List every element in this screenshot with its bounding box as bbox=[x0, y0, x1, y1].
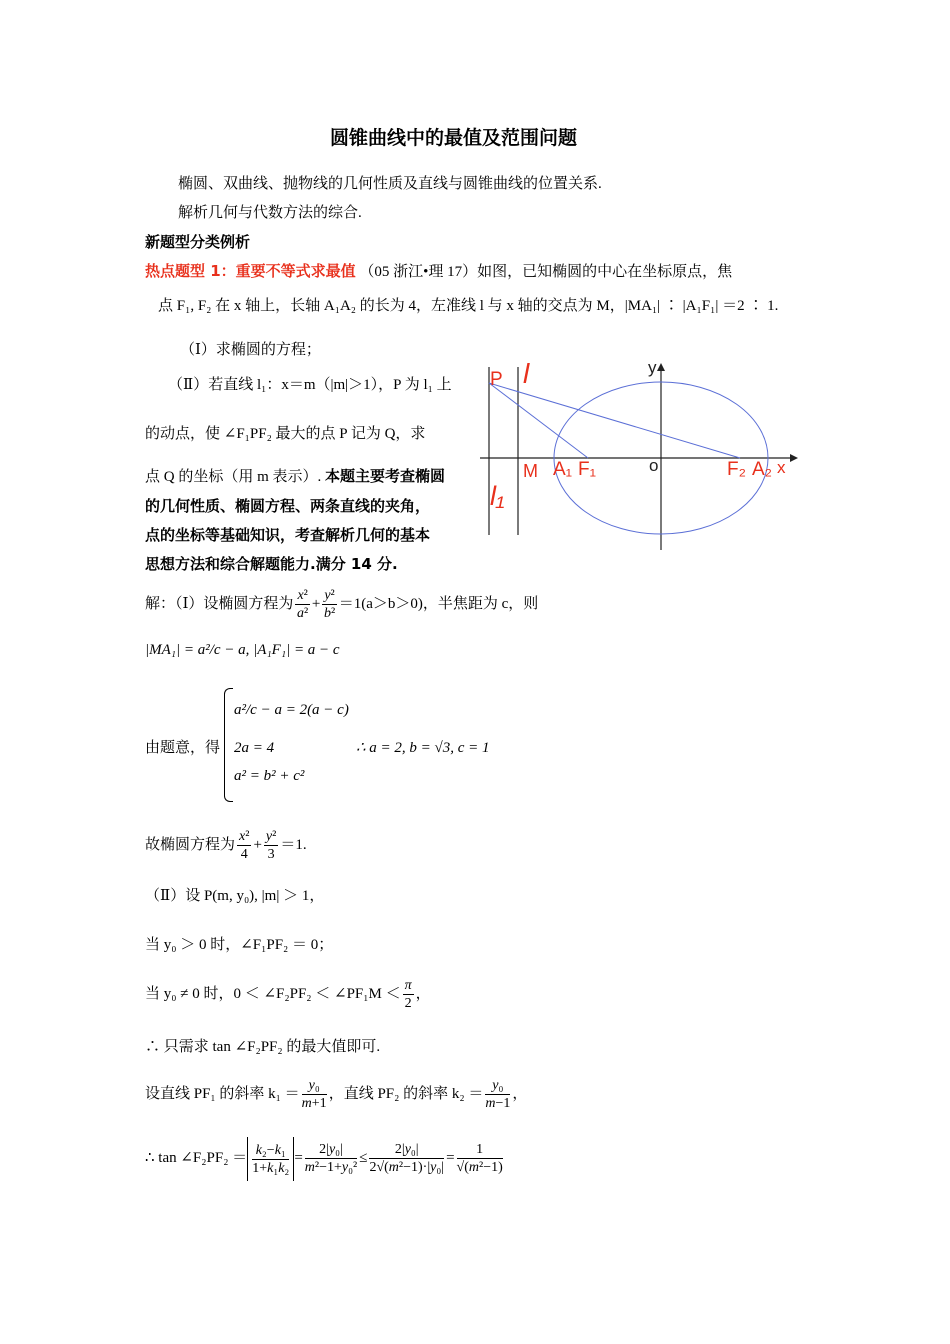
problem-part-2a: （Ⅱ）若直线 l₁：x＝m（|m|＞1），P 为 l₁ 上 bbox=[168, 377, 452, 393]
ellipse-figure bbox=[478, 355, 798, 555]
intro-line-1: 椭圆、双曲线、抛物线的几何性质及直线与圆锥曲线的位置关系. bbox=[178, 176, 602, 192]
label-P: P bbox=[490, 369, 503, 390]
solution-4-prefix: 故椭圆方程为 bbox=[145, 837, 236, 853]
solution-9-mid: ，直线 PF₂ 的斜率 k₂ ＝ bbox=[328, 1086, 484, 1102]
label-y: y bbox=[648, 358, 657, 377]
label-x: x bbox=[777, 458, 786, 477]
solution-9-suffix: ， bbox=[512, 1086, 528, 1102]
solution-line-4: 故椭圆方程为 $\frac{\text{x²}}{4}$ + $\frac{\text{y²}}{3}$ ＝1. bbox=[145, 829, 307, 863]
label-l: l bbox=[523, 358, 530, 389]
section-heading: 新题型分类例析 bbox=[145, 233, 251, 251]
problem-source: （05 浙江•理 17）如图，已知椭圆的中心在坐标原点，焦 bbox=[359, 264, 733, 280]
system-result: ∴ a = 2, b = √3, c = 1 bbox=[356, 740, 490, 756]
solution-4-suffix: ＝1. bbox=[280, 837, 307, 853]
solution-line-7 bbox=[145, 976, 431, 1012]
note-line-a: 本题主要考查椭圆 bbox=[325, 467, 446, 485]
solution-1-suffix: ＝1(a＞b＞0)，半焦距为 c，则 bbox=[338, 596, 539, 612]
solution-10-prefix: ∴ tan ∠F₂PF₂ ＝ bbox=[145, 1150, 248, 1166]
frac-step-3: $\frac{\text{2|y₀|}}{\text{2√(m²−1)·|y₀|}}$ bbox=[369, 1142, 445, 1176]
system-eq-1: a²/c − a = 2(a − c) bbox=[234, 702, 349, 718]
frac-y2-b2: $\frac{\text{y²}}{\text{b²}}$ bbox=[323, 588, 336, 622]
problem-line-1 bbox=[145, 261, 732, 282]
label-A2: A₂ bbox=[752, 459, 773, 480]
solution-line-5: （Ⅱ）设 P(m, y₀), |m| ＞ 1， bbox=[145, 888, 325, 904]
problem-part-2c-text: 点 Q 的坐标（用 m 表示）. bbox=[145, 469, 322, 485]
frac-step-2: $\frac{\text{2|y₀|}}{\text{m²−1+y₀²}}$ bbox=[304, 1142, 358, 1176]
note-line-d: 思想方法和综合解题能力.满分 14 分. bbox=[145, 555, 398, 573]
frac-tan: $\frac{\text{k₂−k₁}}{\text{1+k₁k₂}}$ bbox=[252, 1142, 290, 1176]
x-axis-arrow bbox=[790, 454, 798, 462]
page-title: 圆锥曲线中的最值及范围问题 bbox=[330, 127, 578, 149]
problem-part-1: （Ⅰ）求椭圆的方程； bbox=[180, 342, 321, 358]
frac-k2: $\frac{\text{y₀}}{m-1}$ bbox=[485, 1078, 511, 1112]
solution-9-prefix: 设直线 PF₁ 的斜率 k₁ ＝ bbox=[145, 1086, 300, 1102]
note-line-c: 点的坐标等基础知识，考查解析几何的基本 bbox=[145, 526, 431, 544]
solution-7-suffix: ， bbox=[415, 986, 431, 1002]
intro-line-2: 解析几何与代数方法的综合. bbox=[178, 205, 362, 221]
problem-line-2: 点 F₁, F₂ 在 x 轴上，长轴 A₁A₂ 的长为 4，左准线 l 与 x 轴的交点为 M，|MA₁| ∶ |A₁F₁| ＝2 ∶ 1. bbox=[158, 298, 779, 314]
problem-part-2b: 的动点，使 ∠F₁PF₂ 最大的点 P 记为 Q，求 bbox=[145, 426, 426, 442]
label-A1: A₁ bbox=[553, 459, 573, 480]
frac-y2-3: $\frac{\text{y²}}{3}$ bbox=[265, 829, 277, 863]
solution-3-prefix: 由题意，得 bbox=[145, 740, 221, 756]
solution-line-10: ∴ tan ∠F₂PF₂ ＝ $\frac{\text{k₂−k₁}}{\text{1+k₁k₂}}$ = $\frac{\text{2|y₀|}}{\text{m²−1+y₀²}}$ ≤ $\frac{\text{2|y₀|}}{\text{2√(m²−1)·|y₀|}}$ = $\frac{1}{\text{√(m²−1)}}$ bbox=[145, 1136, 505, 1181]
y-axis-arrow bbox=[657, 363, 665, 371]
note-line-b: 的几何性质、椭圆方程、两条直线的夹角， bbox=[145, 497, 431, 515]
frac-step-4: $\frac{1}{\text{√(m²−1)}}$ bbox=[456, 1142, 503, 1176]
label-F1: F₁ bbox=[578, 459, 597, 480]
frac-x2-a2: $\frac{\text{x²}}{\text{a²}}$ bbox=[297, 588, 309, 622]
label-l1: l₁ bbox=[490, 481, 505, 511]
solution-line-9 bbox=[145, 1076, 527, 1112]
solution-line-2: |MA₁| = a²/c − a, |A₁F₁| = a − c bbox=[145, 642, 340, 658]
line-PF1 bbox=[489, 383, 588, 458]
abs-bar bbox=[247, 1137, 294, 1181]
label-F2: F₂ bbox=[727, 459, 746, 480]
frac-k1: $\frac{\text{y₀}}{m+1}$ bbox=[301, 1078, 327, 1112]
system-eq-3: a² = b² + c² bbox=[234, 768, 305, 784]
label-O: o bbox=[649, 456, 659, 475]
system-eq-2: 2a = 4 bbox=[234, 740, 275, 756]
frac-pi-2: $\frac{\pi}{2}$ bbox=[404, 978, 412, 1012]
problem-tag: 热点题型 1：重要不等式求最值 bbox=[145, 262, 356, 280]
solution-7-prefix: 当 y₀ ≠ 0 时，0 ＜ ∠F₂PF₂ ＜ ∠PF₁M ＜ bbox=[145, 986, 401, 1002]
line-PF2 bbox=[489, 383, 740, 458]
solution-line-8: ∴ 只需求 tan ∠F₂PF₂ 的最大值即可. bbox=[145, 1039, 381, 1055]
system-brace bbox=[224, 688, 233, 802]
solution-1-prefix: 解：（Ⅰ）设椭圆方程为 bbox=[145, 596, 294, 612]
frac-x2-4: $\frac{\text{x²}}{4}$ bbox=[239, 829, 250, 863]
solution-line-6: 当 y₀ ＞ 0 时，∠F₁PF₂ ＝ 0； bbox=[145, 937, 334, 953]
solution-line-1: 解：（Ⅰ）设椭圆方程为 $\frac{\text{x²}}{\text{a²}}$ + $\frac{\text{y²}}{\text{b²}}$ ＝1(a＞b＞0)，半焦距为 c，则 bbox=[145, 588, 539, 622]
label-M: M bbox=[523, 461, 538, 481]
problem-part-2c bbox=[145, 466, 445, 487]
